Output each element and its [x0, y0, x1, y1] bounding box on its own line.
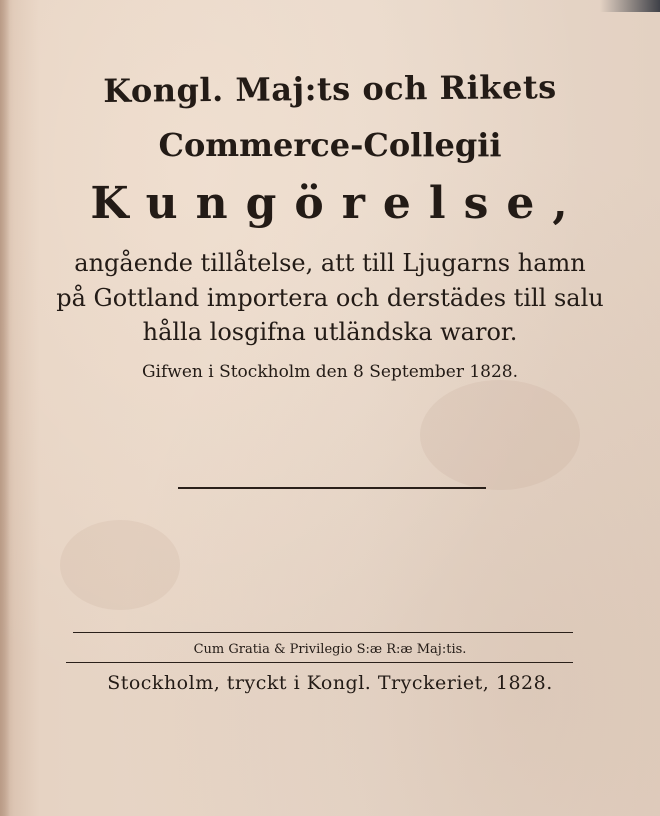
imprint-rule-top — [73, 632, 573, 633]
subject-line-1: angående tillåtelse, att till Ljugarns hamn — [74, 249, 586, 277]
imprint-rule-bottom — [66, 662, 573, 663]
subject-line-3: hålla losgifna utländska waror. — [142, 318, 518, 346]
document-heading: Kungörelse, — [90, 178, 586, 229]
title-line-2: Commerce-Collegii — [158, 126, 502, 164]
subject-line-2: på Gottland importera och derstädes till salu — [56, 284, 604, 312]
paper-stain — [420, 380, 580, 490]
privilege-line: Cum Gratia & Privilegio S:æ R:æ Maj:tis. — [193, 642, 467, 657]
title-line-1: Kongl. Maj:ts och Rikets — [103, 68, 557, 110]
imprint-line: Stockholm, tryckt i Kongl. Tryckeriet, 1828. — [107, 672, 553, 694]
date-line: Gifwen i Stockholm den 8 September 1828. — [141, 362, 519, 382]
paper-stain — [60, 520, 180, 610]
divider-rule — [178, 487, 486, 489]
page-corner-shadow — [600, 0, 660, 12]
